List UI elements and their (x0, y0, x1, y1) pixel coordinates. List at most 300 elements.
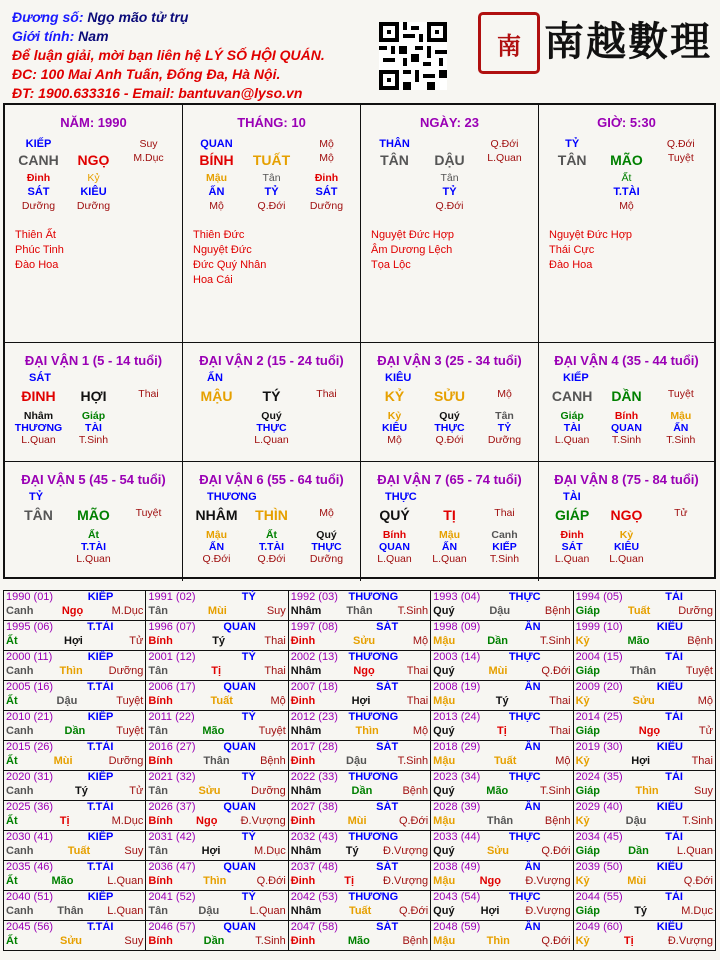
year-star: ẤN (524, 801, 541, 813)
dai-van-cell (11, 529, 65, 541)
year-label: 2041 (52) (148, 891, 196, 903)
pillar-cell: Tân (440, 172, 459, 184)
pillar-row (183, 138, 360, 150)
pillar-cell: Dưỡng (309, 200, 344, 212)
pillar-cell: TỶ (264, 186, 279, 198)
dai-van-cell: T.Sinh (666, 434, 696, 446)
dai-van-top: THỰC (385, 491, 417, 503)
year-label: 2019 (30) (575, 741, 623, 753)
pillar-cell: TUẤT (252, 152, 291, 168)
year-star: THỰC (508, 771, 541, 783)
dai-van-cell: Dưỡng (309, 553, 344, 565)
year-star: QUAN (223, 861, 256, 873)
year-line1 (576, 591, 713, 604)
year-star: T.TÀI (87, 921, 114, 933)
dai-van-title: ĐẠI VẬN 8 (75 - 84 tuổi) (554, 472, 699, 487)
year-chi: Tuất (210, 695, 233, 707)
year-cell (4, 771, 146, 801)
year-line2 (433, 844, 570, 858)
year-cell (288, 741, 430, 771)
year-chi: Dậu (198, 905, 220, 917)
year-cell (4, 861, 146, 891)
year-line2 (291, 784, 428, 798)
year-state: Q.Đới (541, 665, 571, 677)
year-star: SÁT (376, 621, 399, 633)
year-star: T.TÀI (87, 621, 114, 633)
dai-van-cell: L.Quan (609, 553, 644, 565)
year-can: Kỷ (575, 755, 590, 767)
star-item: Thiên Ất (15, 229, 56, 241)
year-line2 (576, 814, 713, 828)
pillar-cell: Q.Đới (666, 138, 695, 150)
year-star: TÀI (665, 711, 683, 723)
year-chi: Sửu (60, 935, 83, 947)
year-line2 (148, 694, 285, 708)
year-can: Bính (148, 635, 173, 647)
year-chi: Thìn (355, 725, 379, 737)
year-state: T.Sinh (397, 755, 429, 767)
pillar-cell: Tân (262, 172, 281, 184)
year-state: Tuyệt (116, 725, 144, 737)
dai-van-6 (183, 462, 361, 581)
dai-van-cell (121, 529, 175, 541)
year-line1 (576, 681, 713, 694)
year-star: THỰC (508, 591, 541, 603)
dai-van-row (539, 529, 714, 541)
phone-email-line: ĐT: 1900.633316 - Email: bantuvan@lyso.vn (12, 85, 303, 101)
year-cell (4, 681, 146, 711)
dai-van-cell: KIÊU (381, 422, 408, 434)
dai-van-top: THƯƠNG (207, 491, 257, 503)
year-state: Bệnh (260, 755, 286, 767)
year-label: 2033 (44) (433, 831, 481, 843)
year-line2 (148, 634, 285, 648)
year-star: QUAN (223, 681, 256, 693)
year-chi: Tý (345, 845, 359, 857)
dai-van-cell: Bính (614, 410, 639, 422)
pillar-row (361, 172, 538, 184)
year-star: TỶ (241, 771, 256, 783)
dai-van-cell (299, 422, 353, 434)
year-can: Tân (148, 605, 168, 617)
dai-van-cell: T.Sinh (611, 434, 642, 446)
pillar-cell: Mộ (319, 152, 334, 164)
dai-van-row (361, 410, 538, 422)
pillar-title: NGÀY: 23 (420, 115, 479, 130)
year-line1 (433, 651, 570, 664)
year-chi: Thân (346, 605, 373, 617)
dai-van-cell (121, 410, 175, 422)
year-cell (288, 801, 430, 831)
year-line1 (433, 801, 570, 814)
year-label: 1996 (07) (148, 621, 196, 633)
year-label: 2035 (46) (6, 861, 54, 873)
dai-van-cell: Giáp (81, 410, 106, 422)
year-can: Mậu (433, 635, 456, 647)
year-state: T.Sinh (397, 605, 429, 617)
dai-van-cell: THỰC (311, 541, 342, 553)
year-label: 1992 (03) (290, 591, 338, 603)
year-cell (573, 681, 715, 711)
year-chi: Dần (351, 785, 373, 797)
year-chi: Mão (347, 935, 370, 947)
year-can: Nhâm (290, 725, 322, 737)
owner-value: Ngọ mão tử trụ (87, 9, 189, 25)
year-can: Quý (433, 905, 455, 917)
year-state: Q.Đới (541, 935, 571, 947)
dai-van-chi: HỢI (80, 388, 107, 404)
year-line2 (148, 874, 285, 888)
dai-van-top: KIÊU (385, 372, 412, 384)
year-label: 2008 (19) (433, 681, 481, 693)
year-label: 2040 (51) (6, 891, 54, 903)
year-star: SÁT (376, 861, 399, 873)
year-line1 (148, 921, 285, 934)
dai-van-cell (654, 553, 708, 565)
year-label: 2013 (24) (433, 711, 481, 723)
dai-van-cell: Quý (439, 410, 460, 422)
year-chi: Dần (64, 725, 86, 737)
year-line2 (291, 694, 428, 708)
year-can: Nhâm (290, 905, 322, 917)
year-chi: Mão (627, 635, 650, 647)
year-cell (288, 921, 430, 951)
year-star: TÀI (665, 771, 683, 783)
year-state: Bệnh (402, 935, 429, 947)
pillar-cell: TỶ (565, 138, 580, 150)
dai-van-stems (183, 388, 360, 404)
year-star: TÀI (665, 591, 683, 603)
year-state: Đ.Vượng (383, 845, 429, 857)
year-line1 (148, 771, 285, 784)
pillar-cell (422, 138, 476, 150)
year-line2 (433, 724, 570, 738)
year-can: Mậu (433, 815, 456, 827)
year-star: THƯƠNG (348, 711, 399, 723)
dai-van-cell (299, 410, 353, 422)
dai-van-cell: Kỷ (619, 529, 634, 541)
year-cell (146, 771, 288, 801)
year-label: 2034 (45) (575, 831, 623, 843)
year-star: THƯƠNG (348, 591, 399, 603)
dai-van-chi: TỊ (443, 507, 456, 523)
year-chi: Ngọ (196, 815, 218, 827)
year-label: 2044 (55) (575, 891, 623, 903)
dai-van-cell: THỰC (256, 422, 287, 434)
year-line2 (291, 904, 428, 918)
year-cell (431, 891, 573, 921)
year-can: Giáp (575, 905, 601, 917)
year-label: 2004 (15) (575, 651, 623, 663)
year-cell (4, 741, 146, 771)
year-line2 (576, 724, 713, 738)
year-state: Bệnh (687, 635, 713, 647)
year-star: SÁT (376, 681, 399, 693)
year-line1 (6, 711, 143, 724)
year-chi: Tị (496, 725, 507, 737)
dai-van-cell: Mậu (206, 529, 227, 541)
year-label: 2025 (36) (6, 801, 54, 813)
year-cell (4, 891, 146, 921)
year-line1 (291, 651, 428, 664)
pillar-cell (654, 186, 708, 198)
year-cell (288, 681, 430, 711)
year-state: Q.Đới (398, 905, 429, 917)
year-label: 2018 (29) (433, 741, 481, 753)
year-chi: Dậu (346, 755, 367, 767)
dai-van-cell: Q.Đới (257, 553, 286, 565)
year-chi: Thìn (635, 785, 659, 797)
year-chi: Tý (212, 635, 226, 647)
pillar-row (361, 186, 538, 198)
dai-van-cell: Canh (491, 529, 518, 541)
dai-van-cell: KIÊU (613, 541, 640, 553)
year-line2 (148, 904, 285, 918)
dai-van-row (183, 434, 360, 446)
dai-van-cell (189, 422, 243, 434)
year-line1 (6, 801, 143, 814)
year-can: Đinh (290, 875, 316, 887)
pillar-row (5, 138, 182, 150)
dai-van-row (183, 553, 360, 565)
year-chi: Tuất (348, 905, 372, 917)
dai-van-state: Thai (494, 507, 515, 519)
pillar-cell (66, 138, 120, 150)
year-line2 (148, 724, 285, 738)
dai-van-cell: Mộ (387, 434, 402, 446)
year-state: Dưỡng (108, 755, 144, 767)
year-line2 (6, 604, 143, 618)
dai-van-state: Mộ (497, 388, 512, 400)
year-label: 2046 (57) (148, 921, 196, 933)
pillar-cell: Q.Đới (435, 200, 464, 212)
dai-van-cell: T.TÀI (258, 541, 285, 553)
year-chi: Ngọ (61, 605, 84, 617)
dai-van-row (183, 529, 360, 541)
year-state: M.Dục (111, 815, 144, 827)
dai-van-state: Tử (674, 507, 688, 519)
star-item: Tọa Lộc (371, 259, 411, 271)
year-can: Canh (6, 665, 34, 677)
year-line1 (433, 831, 570, 844)
year-star: ẤN (524, 621, 541, 633)
pillar-cell (600, 138, 654, 150)
pillar-cell: Đinh (26, 172, 51, 184)
year-star: THỰC (508, 651, 541, 663)
year-can: Canh (6, 605, 34, 617)
pillar-cell: ẤN (208, 186, 225, 198)
year-label: 1993 (04) (433, 591, 481, 603)
dai-van-title: ĐẠI VẬN 3 (25 - 34 tuổi) (377, 353, 522, 368)
year-star: ẤN (524, 921, 541, 933)
year-cell (288, 711, 430, 741)
pillar-stars (183, 228, 360, 288)
year-star: TÀI (665, 891, 683, 903)
dai-van-cell: Ất (87, 529, 100, 541)
pillar-row (539, 152, 714, 168)
year-star: THƯƠNG (348, 891, 399, 903)
dai-van-row (5, 541, 182, 553)
dai-van-can: KỶ (384, 388, 405, 404)
year-label: 2010 (21) (6, 711, 54, 723)
year-state: Tuyệt (116, 695, 144, 707)
pillar-cell: Dưỡng (76, 200, 111, 212)
dai-van-can: TÂN (24, 507, 53, 523)
year-can: Canh (6, 905, 34, 917)
year-star: THỰC (508, 831, 541, 843)
pillar-cell: TỶ (442, 186, 457, 198)
pillar-row (361, 138, 538, 150)
year-can: Quý (433, 605, 455, 617)
year-line1 (291, 861, 428, 874)
year-line1 (6, 831, 143, 844)
dai-van-cell: Dưỡng (487, 434, 522, 446)
year-cell (573, 771, 715, 801)
year-star: TỶ (241, 591, 256, 603)
year-line1 (148, 621, 285, 634)
year-state: L.Quan (107, 905, 144, 917)
dai-van-chi: THÌN (255, 507, 288, 523)
dai-van-row (539, 422, 714, 434)
year-star: THƯƠNG (348, 651, 399, 663)
dai-van-state: Thai (138, 388, 159, 400)
dai-van-row (361, 434, 538, 446)
year-label: 2014 (25) (575, 711, 623, 723)
dai-van-cell (11, 541, 65, 553)
dai-van-row (539, 553, 714, 565)
year-chi: Hợi (631, 755, 651, 767)
dai-van-cell: Ất (265, 529, 278, 541)
dai-van-cell: Q.Đới (202, 553, 231, 565)
year-cell (146, 591, 288, 621)
year-line2 (148, 664, 285, 678)
year-state: Tuyệt (685, 665, 713, 677)
year-state: Suy (694, 785, 713, 797)
year-cell (146, 921, 288, 951)
year-label: 2047 (58) (290, 921, 338, 933)
dai-van-stems (539, 388, 714, 404)
dai-van-cell: QUAN (379, 541, 410, 553)
year-label: 2022 (33) (290, 771, 338, 783)
dai-van-chi: SỬU (433, 388, 466, 404)
year-label: 1994 (05) (575, 591, 623, 603)
year-can: Kỷ (575, 875, 590, 887)
year-state: Dưỡng (108, 665, 144, 677)
year-can: Bính (148, 815, 173, 827)
year-line2 (6, 844, 143, 858)
year-can: Nhâm (290, 845, 322, 857)
year-star: KIẾP (87, 891, 114, 903)
year-star: QUAN (223, 741, 256, 753)
year-cell (146, 861, 288, 891)
year-can: Mậu (433, 935, 456, 947)
dai-van-cell: T.Sinh (78, 434, 109, 446)
star-item: Thiên Đức (193, 229, 245, 241)
year-line2 (291, 634, 428, 648)
year-line2 (6, 814, 143, 828)
year-state: Mộ (697, 695, 713, 707)
year-can: Giáp (575, 845, 601, 857)
year-chi: Sửu (632, 695, 655, 707)
year-label: 2011 (22) (148, 711, 195, 723)
pillar-cell: QUAN (200, 138, 233, 150)
year-can: Bính (148, 935, 173, 947)
year-line1 (433, 591, 570, 604)
year-state: Thai (549, 695, 571, 707)
pillar-cell: M.Dục (133, 152, 164, 164)
dai-van-cell: SÁT (561, 541, 583, 553)
year-state: Suy (124, 845, 144, 857)
pillar-cell (121, 172, 175, 184)
year-cell (4, 651, 146, 681)
year-state: Thai (549, 725, 571, 737)
year-can: Canh (6, 845, 34, 857)
year-can: Bính (148, 875, 173, 887)
year-star: QUAN (223, 801, 256, 813)
year-label: 2028 (39) (433, 801, 481, 813)
year-label: 1990 (01) (6, 591, 54, 603)
year-chi: Dậu (56, 695, 78, 707)
year-state: Đ.Vượng (667, 935, 713, 947)
year-state: L.Quan (676, 845, 713, 857)
year-line1 (291, 921, 428, 934)
dai-van-row (361, 541, 538, 553)
year-line1 (576, 921, 713, 934)
dai-van-row (539, 541, 714, 553)
year-can: Quý (433, 725, 455, 737)
year-cell (573, 921, 715, 951)
dai-van-top: KIẾP (563, 372, 589, 384)
dai-van-cell: L.Quan (21, 434, 56, 446)
year-state: Thai (406, 695, 429, 707)
year-line2 (6, 694, 143, 708)
year-chi: Sửu (198, 785, 221, 797)
year-line1 (433, 681, 570, 694)
pillar-cell: L.Quan (487, 152, 522, 164)
year-cell (573, 891, 715, 921)
year-line2 (433, 784, 570, 798)
pillar-cell (477, 186, 531, 198)
year-cell (288, 831, 430, 861)
year-chi: Tuất (627, 605, 651, 617)
year-line2 (291, 934, 428, 948)
year-line1 (291, 741, 428, 754)
year-state: Tuyệt (258, 725, 286, 737)
year-can: Tân (148, 725, 168, 737)
pillar-row (5, 152, 182, 168)
year-state: Mộ (270, 695, 286, 707)
dai-van-cell (189, 410, 243, 422)
dai-van-row (183, 410, 360, 422)
dai-van-cell: THỰC (434, 422, 465, 434)
star-item: Nguyệt Đức (193, 244, 252, 256)
year-star: SÁT (376, 801, 399, 813)
year-label: 2048 (59) (433, 921, 481, 933)
star-item: Hoa Cái (193, 274, 233, 286)
year-line2 (576, 874, 713, 888)
year-label: 2021 (32) (148, 771, 196, 783)
year-cell (431, 831, 573, 861)
year-chi: Hợi (351, 695, 371, 707)
year-cell (431, 801, 573, 831)
year-cell (4, 921, 146, 951)
dai-van-cell: T.TÀI (80, 541, 107, 553)
year-can: Nhâm (290, 785, 322, 797)
year-label: 2002 (13) (290, 651, 338, 663)
year-cell (288, 891, 430, 921)
year-can: Ất (6, 635, 18, 647)
star-item: Đức Quý Nhân (193, 259, 267, 271)
